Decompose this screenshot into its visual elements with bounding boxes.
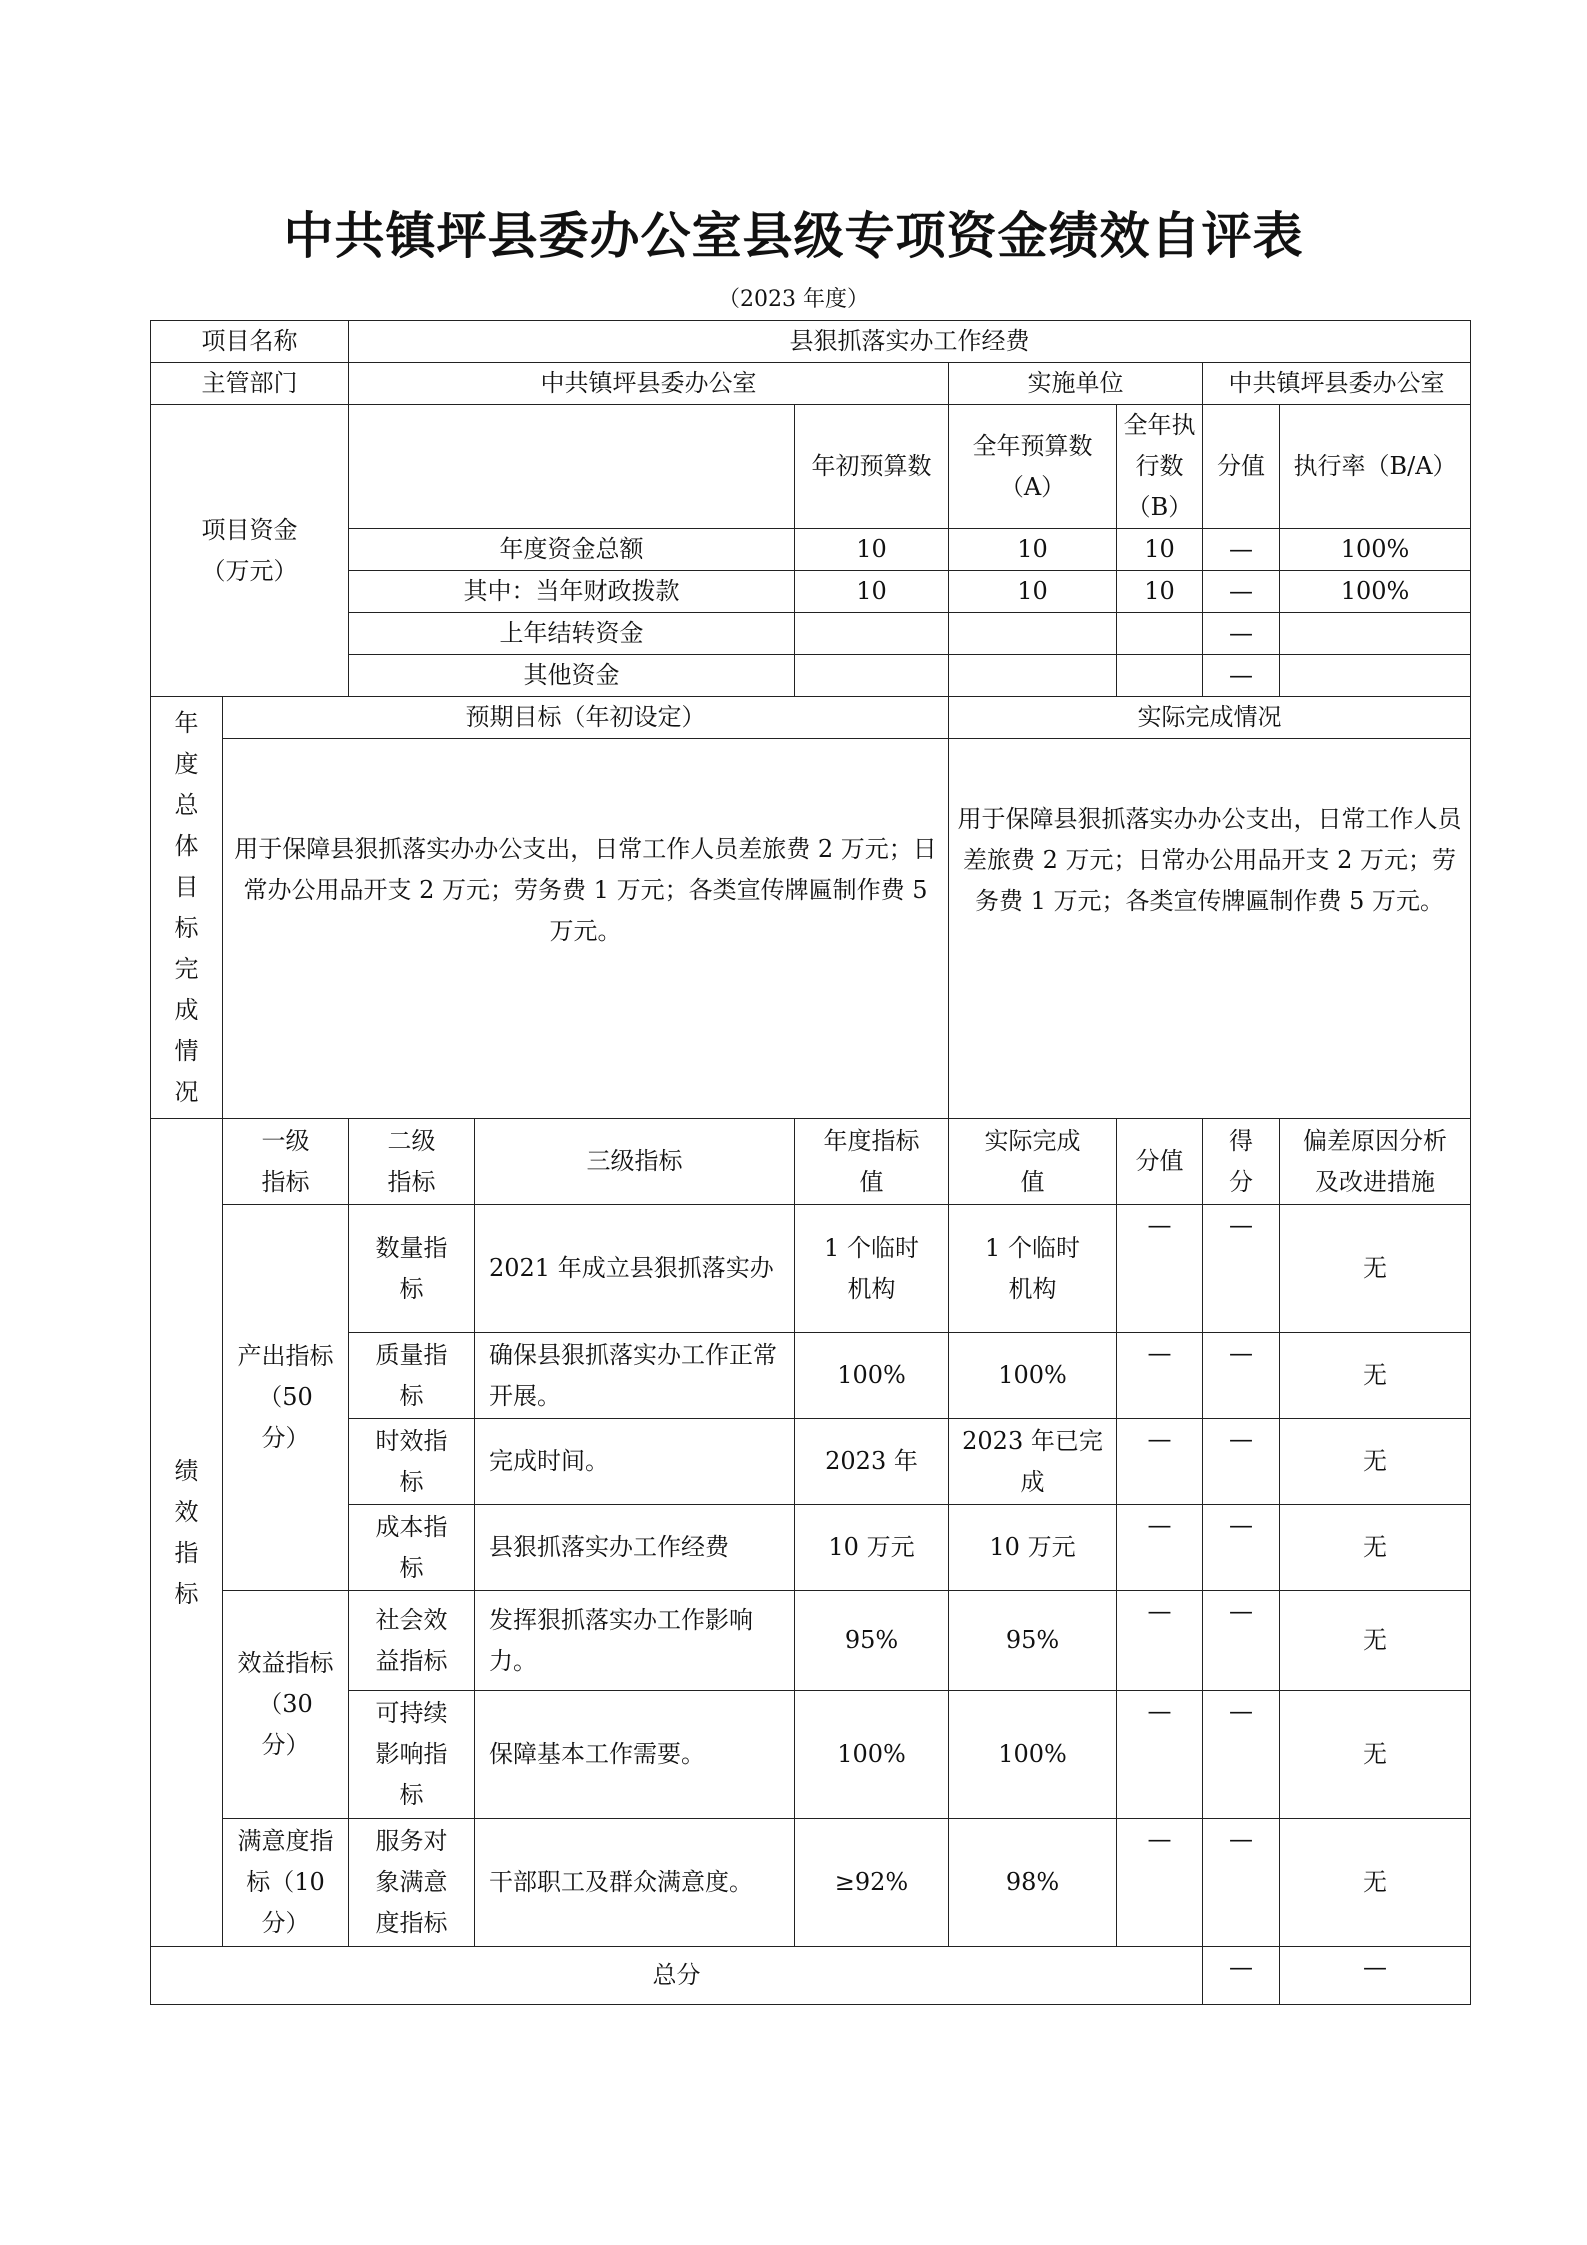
indicator-actual: 100% (949, 1333, 1117, 1419)
funds-row-score-value: — (1203, 613, 1280, 655)
funds-row (151, 529, 1471, 571)
funds-row-rate: 100% (1280, 571, 1471, 613)
goals-actual-header: 实际完成情况 (949, 697, 1471, 739)
indicator-score: — (1203, 1205, 1280, 1333)
indicator-row (151, 1505, 1471, 1591)
indicator-level2: 社会效益指标 (349, 1591, 475, 1691)
indicator-target: 1 个临时机构 (795, 1205, 949, 1333)
document-year: （2023 年度） (718, 287, 869, 312)
indicator-value: — (1117, 1505, 1203, 1591)
funds-header-initial: 年初预算数 (795, 405, 949, 529)
funds-row-label: 其他资金 (349, 655, 795, 697)
indicator-deviation: 无 (1280, 1505, 1471, 1591)
total-row (151, 1947, 1471, 2005)
indicator-value: — (1117, 1691, 1203, 1819)
indicator-actual: 95% (949, 1591, 1117, 1691)
indicator-score: — (1203, 1333, 1280, 1419)
indicator-actual: 10 万元 (949, 1505, 1117, 1591)
indicator-score: — (1203, 1505, 1280, 1591)
goals-actual-text: 用于保障县狠抓落实办办公支出，日常工作人员差旅费 2 万元；日常办公用品开支 2 万元；劳务费 1 万元；各类宣传牌匾制作费 5 万元。 (949, 739, 1471, 1119)
indicator-level2: 成本指标 (349, 1505, 475, 1591)
performance-section-label: 绩效指标 (151, 1119, 223, 1947)
implementing-unit-value: 中共镇坪县委办公室 (1203, 363, 1471, 405)
indicator-row (151, 1419, 1471, 1505)
goals-expected-header: 预期目标（年初设定） (223, 697, 949, 739)
indicator-level3: 干部职工及群众满意度。 (475, 1819, 795, 1947)
indicator-level3: 2021 年成立县狠抓落实办 (475, 1205, 795, 1333)
indicator-score: — (1203, 1819, 1280, 1947)
indicator-target: 95% (795, 1591, 949, 1691)
funds-header-rate: 执行率（B/A） (1280, 405, 1471, 529)
funds-row-executed: 10 (1117, 529, 1203, 571)
indicator-level2: 可持续影响指标 (349, 1691, 475, 1819)
indicator-level3: 县狠抓落实办工作经费 (475, 1505, 795, 1591)
funds-row-annual (949, 655, 1117, 697)
performance-header-row (151, 1119, 1471, 1205)
indicator-actual: 1 个临时机构 (949, 1205, 1117, 1333)
indicator-actual: 2023 年已完成 (949, 1419, 1117, 1505)
funds-row-score-value: — (1203, 529, 1280, 571)
indicator-row (151, 1205, 1471, 1333)
indicator-target: ≥92% (795, 1819, 949, 1947)
funds-row-annual: 10 (949, 529, 1117, 571)
funds-row-rate (1280, 613, 1471, 655)
indicator-level3: 保障基本工作需要。 (475, 1691, 795, 1819)
indicator-level2: 时效指标 (349, 1419, 475, 1505)
indicator-row (151, 1819, 1471, 1947)
funds-row-annual (949, 613, 1117, 655)
department-value: 中共镇坪县委办公室 (349, 363, 949, 405)
funds-row-executed (1117, 613, 1203, 655)
funds-section-label: 项目资金（万元） (151, 405, 349, 697)
indicator-level1: 满意度指标（10 分） (223, 1819, 349, 1947)
goals-and-performance-table (150, 696, 1471, 2005)
header-level2: 二级指标 (349, 1119, 475, 1205)
document-title: 中共镇坪县委办公室县级专项资金绩效自评表 (283, 206, 1304, 265)
header-target: 年度指标值 (795, 1119, 949, 1205)
header-value: 分值 (1117, 1119, 1203, 1205)
indicator-level3: 完成时间。 (475, 1419, 795, 1505)
indicator-deviation: 无 (1280, 1591, 1471, 1691)
indicator-target: 2023 年 (795, 1419, 949, 1505)
indicator-level1: 效益指标（30 分） (223, 1591, 349, 1819)
indicator-target: 100% (795, 1691, 949, 1819)
goals-content-row (151, 739, 1471, 1119)
indicator-level3: 确保县狠抓落实办工作正常开展。 (475, 1333, 795, 1419)
goals-expected-text: 用于保障县狠抓落实办办公支出，日常工作人员差旅费 2 万元；日常办公用品开支 2 万元；劳务费 1 万元；各类宣传牌匾制作费 5 万元。 (223, 739, 949, 1119)
indicator-value: — (1117, 1819, 1203, 1947)
indicator-score: — (1203, 1691, 1280, 1819)
indicator-level2: 服务对象满意度指标 (349, 1819, 475, 1947)
indicator-value: — (1117, 1591, 1203, 1691)
indicator-deviation: 无 (1280, 1419, 1471, 1505)
funds-row-initial: 10 (795, 529, 949, 571)
total-label: 总分 (151, 1947, 1203, 2005)
header-actual: 实际完成值 (949, 1119, 1117, 1205)
indicator-deviation: 无 (1280, 1333, 1471, 1419)
indicator-level2: 质量指标 (349, 1333, 475, 1419)
project-name-value: 县狠抓落实办工作经费 (349, 321, 1471, 363)
funds-row (151, 655, 1471, 697)
indicator-value: — (1117, 1205, 1203, 1333)
funds-row (151, 571, 1471, 613)
funds-row-executed (1117, 655, 1203, 697)
funds-row-label: 其中：当年财政拨款 (349, 571, 795, 613)
indicator-deviation: 无 (1280, 1819, 1471, 1947)
funds-row-initial (795, 655, 949, 697)
indicator-level2: 数量指标 (349, 1205, 475, 1333)
funds-blank-header (349, 405, 795, 529)
total-score: — (1280, 1947, 1471, 2005)
project-name-label: 项目名称 (151, 321, 349, 363)
indicator-deviation: 无 (1280, 1205, 1471, 1333)
funds-header-row (151, 405, 1471, 529)
total-value: — (1203, 1947, 1280, 2005)
indicator-actual: 98% (949, 1819, 1117, 1947)
department-label: 主管部门 (151, 363, 349, 405)
evaluation-table (150, 320, 1471, 697)
indicator-level1: 产出指标（50 分） (223, 1205, 349, 1591)
funds-row-initial (795, 613, 949, 655)
indicator-score: — (1203, 1591, 1280, 1691)
department-row (151, 363, 1471, 405)
funds-row (151, 613, 1471, 655)
header-deviation: 偏差原因分析及改进措施 (1280, 1119, 1471, 1205)
header-level1: 一级指标 (223, 1119, 349, 1205)
goals-section-label: 年度总体目标完成情况 (151, 697, 223, 1119)
funds-row-annual: 10 (949, 571, 1117, 613)
funds-row-initial: 10 (795, 571, 949, 613)
funds-header-score-value: 分值 (1203, 405, 1280, 529)
header-level3: 三级指标 (475, 1119, 795, 1205)
funds-row-rate: 100% (1280, 529, 1471, 571)
indicator-value: — (1117, 1333, 1203, 1419)
indicator-score: — (1203, 1419, 1280, 1505)
funds-row-executed: 10 (1117, 571, 1203, 613)
funds-row-label: 年度资金总额 (349, 529, 795, 571)
funds-row-rate (1280, 655, 1471, 697)
funds-row-score-value: — (1203, 655, 1280, 697)
project-name-row (151, 321, 1471, 363)
implementing-unit-label: 实施单位 (949, 363, 1203, 405)
indicator-deviation: 无 (1280, 1691, 1471, 1819)
indicator-value: — (1117, 1419, 1203, 1505)
indicator-row (151, 1591, 1471, 1691)
goals-header-row (151, 697, 1471, 739)
header-score: 得分 (1203, 1119, 1280, 1205)
indicator-row (151, 1691, 1471, 1819)
indicator-level3: 发挥狠抓落实办工作影响力。 (475, 1591, 795, 1691)
funds-row-score-value: — (1203, 571, 1280, 613)
indicator-row (151, 1333, 1471, 1419)
funds-row-label: 上年结转资金 (349, 613, 795, 655)
indicator-actual: 100% (949, 1691, 1117, 1819)
funds-header-executed: 全年执行数（B） (1117, 405, 1203, 529)
funds-header-annual: 全年预算数（A） (949, 405, 1117, 529)
indicator-target: 100% (795, 1333, 949, 1419)
indicator-target: 10 万元 (795, 1505, 949, 1591)
